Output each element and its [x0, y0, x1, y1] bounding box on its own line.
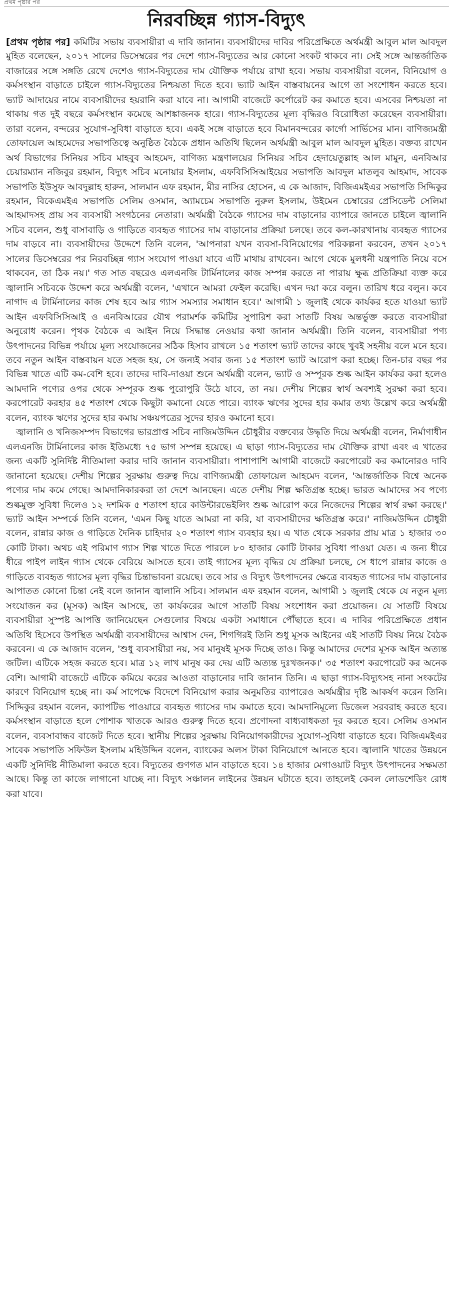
article-body	[6, 36, 447, 802]
paragraph-2: জ্বালানি ও খনিজসম্পদ বিভাগের ভারপ্রাপ্ত সচিব নাজিমউদ্দিন চৌধুরীর বক্তব্যের উদ্ধৃতি দিয়ে অর্থমন্ত্রী বলেন, নির্মাণাধীন এলএনজি টার্মিনালের কাজ ইতিমধ্যে ৭৫ ভাগ সম্পন্ন হয়েছে। এ ছাড়া গ্যাস-বিদ্যুতের দাম যৌক্তিক রাখা এবং এ খাতের জন্য একটি সুনির্দিষ্ট নীতিমালা করার দাবি জানান ব্যবসায়ীরা। পাশাপাশি আগামী বাজেটে করপোরেট কর কমানোরও দাবি জানানো হয়েছে। দেশীয় শিল্পের সুরক্ষায় গুরুত্ব দিয়ে বাণিজ্যমন্ত্রী তোফায়েল আহমেদ বলেন, 'আন্তর্জাতিক বিশ্বে অনেক পণ্যের দাম কমে গেছে। আমদানিকারকরা তা দেশে আনছেন। এতে দেশীয় শিল্প ক্ষতিগ্রস্ত হচ্ছে। ভারত আমাদের সব পণ্যে শুল্কমুক্ত সুবিধা দিলেও ১২ দশমিক ৫ শতাংশ হারে কাউন্টারভেইলিং শুল্ক আরোপ করে নিজেদের শিল্পের স্বার্থ রক্ষা করছে।' ভ্যাট আইন সম্পর্কে তিনি বলেন, 'এমন কিছু যাতে আমরা না করি, যা ব্যবসায়ীদের ক্ষতিগ্রস্ত করে।' নাজিমউদ্দিন চৌধুরী বলেন, রান্নার কাজ ও গাড়িতে দৈনিক চাহিদার ২০ শতাংশ গ্যাস ব্যবহার হয়। এ খাত থেকে সরকার প্রায় মাত্র ১ হাজার ৩০ কোটি টাকা। অথচ এই পরিমাণ গ্যাস শিল্প খাতে দিতে পারলে ৮০ হাজার কোটি টাকার সুবিধা পাওয়া যেত। এ জন্য ধীরে ধীরে পাইপ লাইন গ্যাস থেকে বেরিয়ে আসতে হবে। তাই গ্যাসের মূল্য বৃদ্ধির যে প্রক্রিয়া চলছে, সে ধাপে রান্নার কাজে ও গাড়িতে ব্যবহৃত গ্যাসের মূল্য বৃদ্ধির চিন্তাভাবনা রয়েছে। তবে সার ও বিদ্যুৎ উৎপাদনের ক্ষেত্রে ব্যবহৃত গ্যাসের দাম বাড়ানোর আপাতত কোনো চিন্তা নেই বলে জানান জ্বালানি সচিব। সালমান এফ রহমান বলেন, আগামী ১ জুলাই থেকে যে নতুন মূল্য সংযোজন কর (মূসক) আইন আসছে, তা কার্যকরের আগে সাতটি বিষয় সংশোধন করা প্রয়োজন। যে সাতটি বিষয়ে ব্যবসায়ীরা সুস্পষ্ট আপত্তি জানিয়েছেন সেগুলোর বিষয়ে একটা সমাধানে পৌঁছাতে হবে। এ দাবির পরিপ্রেক্ষিতে প্রধান অতিথি হিসেবে উপস্থিত অর্থমন্ত্রী ব্যবসায়ীদের আশ্বাস দেন, শিগগিরই তিনি শুধু মূসক আইনের এই সাতটি বিষয় নিয়ে বৈঠক করবেন। এ কে আজাদ বলেন, 'শুধু ব্যবসায়ীরা নয়, সব মানুষই মূসক দিচ্ছে তাও। কিন্তু আমাদের দেশের মূসক আইন অত্যন্ত জটিল। এটিকে সহজ করতে হবে। মাত্র ১২ লাখ মানুষ কর দেয় এটি অত্যন্ত দুঃখজনক।' ৩৫ শতাংশ করপোরেট কর অনেক বেশি। আগামী বাজেটে এটিকে কমিয়ে করের আওতা বাড়ানোর দাবি জানান তিনি। এ ছাড়া গ্যাস-বিদ্যুৎসহ নানা সংকটের কারণে বিনিয়োগ হচ্ছে না। কর্ম সাপেক্ষে বিদেশে বিনিয়োগ করার অনুমতির ব্যাপারেও অর্থমন্ত্রীর দৃষ্টি আকর্ষণ করেন তিনি। সিদ্দিকুর রহমান বলেন, ক্যাপটিভ পাওয়ারে ব্যবহৃত গ্যাসের দাম কমাতে হবে। আমদানিমূল্যে ডিজেল সরবরাহ করতে হবে। কর্মসংস্থান বাড়াতে হলে পোশাক খাতকে আরও গুরুত্ব দিতে হবে। প্রণোদনা বাধ্যবাধকতা দূর করতে হবে। সেলিম ওসমান বলেন, ব্যবসাবান্ধব বাজেট দিতে হবে। স্থানীয় শিল্পের সুরক্ষায় বিনিয়োগকারীদের সুযোগ-সুবিধা বাড়াতে হবে। বিজিএমইএর সাবেক সভাপতি সফিউল ইসলাম মহিউদ্দিন বলেন, ব্যাংকের অলস টাকা বিনিয়োগে আনতে হবে। জ্বালানি খাতের উন্নয়নে একটি সুনির্দিষ্ট নীতিমালা করতে হবে। বিদ্যুতের গুণগত মান বাড়াতে হবে। ১৪ হাজার মেগাওয়াট বিদ্যুৎ উৎপাদনের সক্ষমতা আছে। কিন্তু তা কাজে লাগানো যাচ্ছে না। বিদ্যুৎ সঞ্চালন লাইনের উন্নয়ন ঘটাতে হবে। তাহলেই কেবল লোডশেডিং রোধ করা যাবে।	[6, 428, 447, 800]
paragraph-1	[6, 36, 447, 426]
headline: নিরবচ্ছিন্ন গ্যাস-বিদ্যুৎ	[147, 10, 306, 31]
paragraph-1-text: কমিটির সভায় ব্যবসায়ীরা এ দাবি জানান। ব্যবসায়ীদের দাবির পরিপ্রেক্ষিতে অর্থমন্ত্রী আবুল মাল আবদুল মুহিত বলেছেন, ২০১৭ সালের ডিসেম্বরের পর দেশে গ্যাস-বিদ্যুতের আর কোনো সংকট থাকবে না। সেই সঙ্গে আন্তর্জাতিক বাজারের সঙ্গে সঙ্গতি রেখে দেশেও গ্যাস-বিদ্যুতের দাম যৌক্তিক পর্যায়ে রাখা হবে। সভায় ব্যবসায়ীরা বলেন, বিনিয়োগ ও কর্মসংস্থান বাড়াতে চাইলে গ্যাস-বিদ্যুতের নিশ্চয়তা দিতে হবে। ভ্যাট আইন বাস্তবায়নের আগে তা সংশোধন করতে হবে। ভ্যাট আদায়ের নামে ব্যবসায়ীদের হয়রানি করা যাবে না। আগামী বাজেটে কর্পোরেট কর কমাতে হবে। এসবের নিশ্চয়তা না থাকায় গত দুই বছরে কর্মসংস্থান কমেছে আশঙ্কাজনক হারে। গ্যাস-বিদ্যুতের মূল্য বৃদ্ধিরও বিরোধিতা করেছেন ব্যবসায়ীরা। তারা বলেন, বন্দরের সুযোগ-সুবিধা বাড়াতে হবে। একই সঙ্গে বাড়াতে হবে বিমানবন্দরের কার্গো সার্ভিসের মান। বাণিজ্যমন্ত্রী তোফায়েল আহমেদের সভাপতিত্বে অনুষ্ঠিত বৈঠকে প্রধান অতিথি ছিলেন অর্থমন্ত্রী আবুল মাল আবদুল মুহিত। বক্তব্য রাখেন অর্থ বিভাগের সিনিয়র সচিব মাহবুব আহমেদ, বাণিজ্য মন্ত্রণালয়ের সিনিয়র সচিব হেদায়েতুল্লাহ আল মামুন, এনবিআর চেয়ারম্যান নজিবুর রহমান, বিদ্যুৎ সচিব মনোয়ার ইসলাম, এফবিসিসিআইয়ের সভাপতি আবদুল মাতলুব আহমাদ, সাবেক সভাপতি ইউসুফ আবদুল্লাহ হারুন, সালমান এফ রহমান, মীর নাসির হোসেন, এ কে আজাদ, বিজিএমইএর সভাপতি সিদ্দিকুর রহমান, বিকেএমইএ সভাপতি সেলিম ওসমান, অ্যামচেম সভাপতি নুরুল ইসলাম, উইমেন চেম্বারের প্রেসিডেন্ট সেলিমা আহমাদসহ প্রায় সব ব্যবসায়ী সংগঠনের নেতারা। অর্থমন্ত্রী বৈঠকে গ্যাসের দাম বাড়ানোর ব্যাপারে জানতে চাইলে জ্বালানি সচিব বলেন, শুধু বাসাবাড়ি ও গাড়িতে ব্যবহৃত গ্যাসের দাম বাড়ানোর প্রক্রিয়া চলছে। তবে কল-কারখানায় ব্যবহৃত গ্যাসের দাম বাড়বে না। ব্যবসায়ীদের উদ্দেশে তিনি বলেন, 'আপনারা যখন ব্যবসা-বিনিয়োগের পরিকল্পনা করবেন, তখন ২০১৭ সালের ডিসেম্বরের পর নিরবচ্ছিন্ন গ্যাস সংযোগ পাওয়া যাবে এটি মাথায় রাখবেন। আগে থেকে মুলধনী যন্ত্রপাতি নিয়ে বসে থাকবেন, তা ঠিক নয়।' গত সাত বছরেও এলএনজি টার্মিনালের কাজ সম্পন্ন করতে না পারায় ক্ষুব্ধ প্রতিক্রিয়া ব্যক্ত করে জ্বালানি সচিবকে উদ্দেশ করে অর্থমন্ত্রী বলেন, 'এখানে আমরা ফেইল করেছি। এখন দয়া করে বলুন। তারিখ ধরে বলুন। কবে নাগাদ এ টার্মিনালের কাজ শেষ হবে আর গ্যাস সমস্যার সমাধান হবে।' আগামী ১ জুলাই থেকে কার্যকর হতে যাওয়া ভ্যাট আইন এফবিসিসিআই ও এনবিআরের যৌথ পরামর্শক কমিটির সুপারিশ করা সাতটি বিষয় অন্তর্ভুক্ত করতে ব্যবসায়ীরা অনুরোধ করেন। পৃথক বৈঠকে এ আইন নিয়ে সিদ্ধান্ত নেওয়ার কথা জানান অর্থমন্ত্রী। তিনি বলেন, ব্যবসায়ীরা পণ্য উৎপাদনের বিভিন্ন পর্যায়ে মূল্য সংযোজনের সঠিক হিসাব রাখলে ১৫ শতাংশ ভ্যাট তাদের কাছে খুবই সহনীয় বলে মনে হবে। তবে নতুন আইন বাস্তবায়ন যতে সহজ হয়, সে জন্যই সবার জন্য ১৫ শতাংশ ভ্যাট আরোপ করা হচ্ছে। তিন-চার বছর পর বিভিন্ন খাতে এটি কম-বেশি হবে। তাদের দাবি-দাওয়া শুনে অর্থমন্ত্রী বলেন, ভ্যাট ও সম্পূরক শুল্ক আইন কার্যকর করা হলেও আমদানি পণ্যের ওপর থেকে সম্পূরক শুল্ক পুরোপুরি উঠে যাবে, তা নয়। দেশীয় শিল্পের স্বার্থ অবশ্যই সুরক্ষা করা হবে। করপোরেট করহার ৪৫ শতাংশ থেকে কিছুটা কমানো যেতে পারে। ব্যাংক ঋণের সুদের হার কমার তথ্য উল্লেখ করে অর্থমন্ত্রী বলেন, ব্যাংক ঋণের সুদের হার কমায় সঞ্চয়পত্রের সুদের হারও কমানো হবে।	[6, 38, 447, 424]
continuation-kicker: [প্রথম পৃষ্ঠার পর]	[6, 38, 71, 48]
top-strip: প্রথম পৃষ্ঠার পর	[4, 0, 449, 7]
